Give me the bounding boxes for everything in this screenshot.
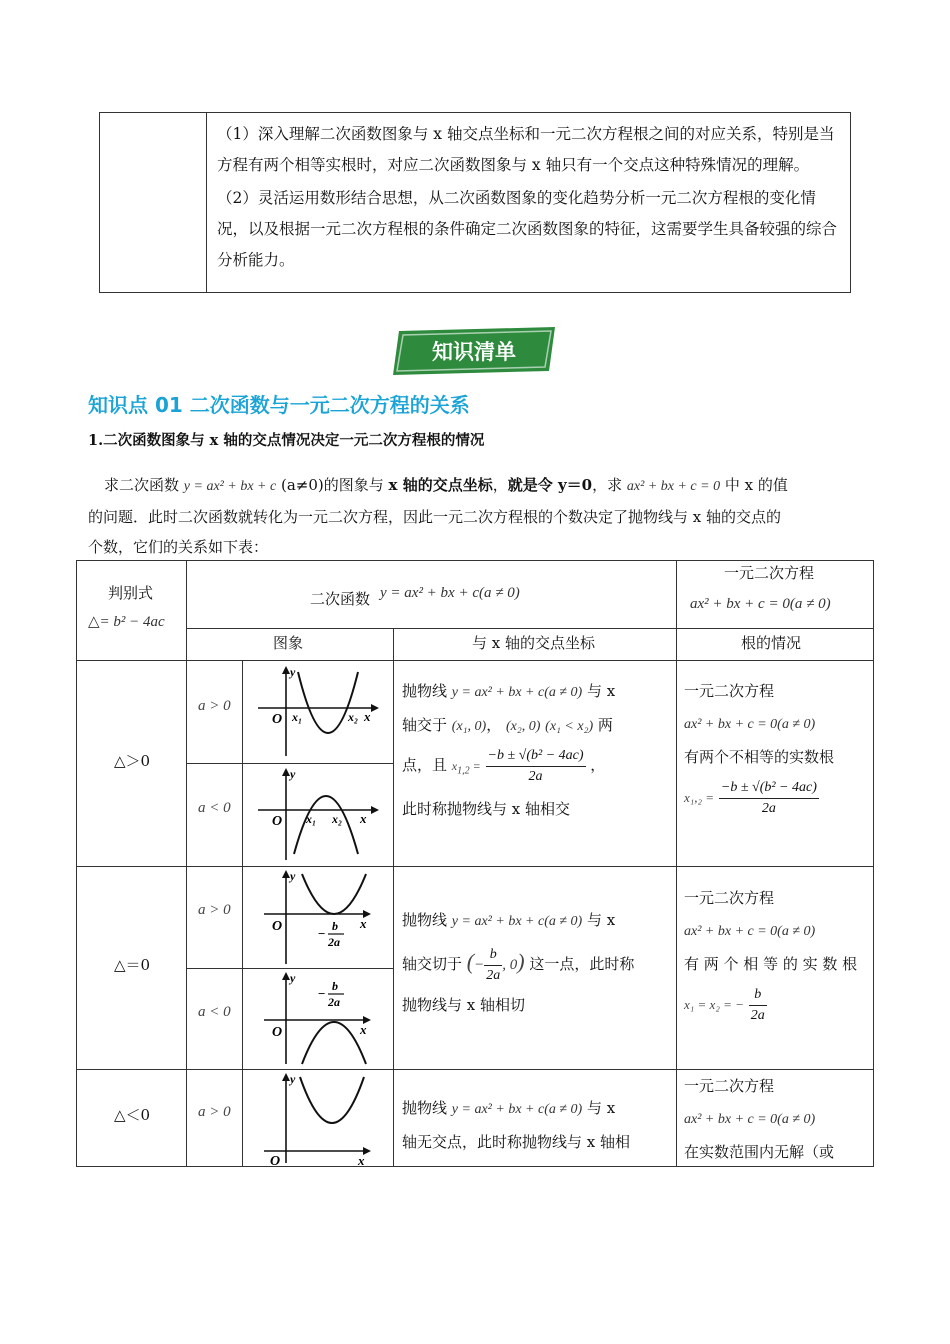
row1-roots (684, 675, 870, 821)
header-func: y = ax² + bx + c(a ≠ 0) (380, 585, 520, 601)
row2-int-func: y = ax² + bx + c(a ≠ 0) (451, 914, 583, 929)
header-discriminant-formula: △= b² − 4ac (88, 614, 165, 630)
row2-cond1: a > 0 (198, 902, 231, 918)
graph-up-two-roots (246, 664, 386, 759)
row3-disc: △＜0 (114, 1106, 151, 1124)
graph-up-one-root (256, 868, 386, 966)
row2-root-formula: x₁ = x₂ = − (684, 997, 744, 1012)
row1-pt2: (x₂, 0) (505, 719, 541, 734)
row3-root-desc: 在实数范围内无解（或 (684, 1143, 835, 1161)
row3-cond1: a > 0 (198, 1104, 231, 1120)
graph2-o: O (272, 814, 283, 829)
intro-line-2: 的问题．此时二次函数就转化为一元二次方程，因此一元二次方程根的个数决定了抛物线与 x 轴的交点的 (88, 508, 782, 526)
row3-int-b: 与 x (586, 1099, 616, 1117)
intro-text-c: ， (492, 476, 508, 494)
graph3-b: b (332, 919, 338, 933)
row2-int-d: 这一点，此时称 (529, 955, 635, 973)
row3-int-a: 抛物线 (402, 1099, 448, 1117)
header-discriminant: 判别式 (108, 584, 154, 602)
graph3-minus: − (318, 926, 326, 941)
row1-root-lhs: x₁,₂ = (684, 790, 715, 805)
graph1-y: y (290, 665, 296, 679)
table-divider (206, 113, 207, 292)
row2-int-b: 与 x (586, 911, 616, 929)
intro-line-3: 个数，它们的关系如下表： (88, 538, 269, 556)
row1-int-c: 轴交于 (402, 716, 448, 734)
graph5-o: O (270, 1154, 281, 1165)
row2-roots (684, 882, 870, 1028)
objectives-cell (217, 119, 840, 276)
graph-up-no-root (256, 1071, 386, 1165)
row1-int-b: 与 x (586, 682, 616, 700)
row2-cond2: a < 0 (198, 1004, 231, 1020)
row1-cond1: a > 0 (198, 698, 231, 714)
row3-int-func: y = ax² + bx + c(a ≠ 0) (451, 1102, 583, 1117)
row2-int-e: 抛物线与 x 轴相切 (402, 996, 525, 1014)
row1-intersect: 抛物线 y = ax² + bx + c(a ≠ 0) 与 x 轴交于 (x₁, 0)， (x₂, 0) (x₁ < x₂) 两 点，且 $x_{1,2}$ = $\frac{\text{−b ± √(b² − 4ac)}}{2a}$ ， 此时称抛物线与 x 轴相交 (402, 675, 670, 826)
row1-int-d: 两 (597, 716, 613, 734)
graph4-o: O (272, 1025, 283, 1040)
graph-down-two-roots (246, 766, 386, 863)
row2-intersect: 抛物线 y = ax² + bx + c(a ≠ 0) 与 x 轴交切于 (− $\frac{b}{2a}$ , 0) 这一点，此时称 抛物线与 x 轴相切 (402, 904, 670, 1022)
row3-root-eq: ax² + bx + c = 0(a ≠ 0) (684, 1112, 816, 1127)
row2-vertex-frac: $\frac{b}{2a}$ (486, 946, 501, 983)
objective-point-1: （1）深入理解二次函数图象与 x 轴交点坐标和一元二次方程根之间的对应关系，特别是当方程有两个相等实根时，对应二次函数图象与 x 轴只有一个交点这种特殊情况的理解。 (217, 125, 835, 174)
intro-paragraph (88, 470, 863, 562)
graph5-x: x (358, 1153, 365, 1165)
graph3-y: y (290, 869, 296, 883)
graph5-y: y (290, 1072, 296, 1086)
graph4-2a: 2a (328, 995, 340, 1009)
row1-pt1: (x₁, 0) (451, 719, 487, 734)
graph2-x: x (360, 811, 367, 826)
row1-int-formula: $\frac{\text{−b ± √(b² − 4ac)}}{2a}$ (487, 747, 584, 784)
intro-text-b: (a≠0)的图象与 (280, 476, 384, 494)
row2-int-a: 抛物线 (402, 911, 448, 929)
graph1-x2: x₂ (348, 710, 359, 724)
intro-func: y = ax² + bx + c (183, 479, 277, 494)
header-intersect: 与 x 轴的交点坐标 (472, 634, 595, 652)
header-eq: ax² + bx + c = 0(a ≠ 0) (690, 596, 831, 612)
objective-point-2: （2）灵活运用数形结合思想，从二次函数图象的变化趋势分析一元二次方程根的变化情况，以及根据一元二次方程根的条件确定二次函数图象的特征，这需要学生具备较强的综合分析能力。 (217, 189, 838, 269)
row3-intersect (402, 1092, 670, 1159)
objectives-table (99, 112, 851, 293)
intro-bold-1: x 轴的交点坐标 (388, 476, 493, 494)
graph3-x: x (360, 916, 367, 931)
intro-text-e: 中 x 的值 (724, 476, 788, 494)
row1-int-e: 点，且 (402, 756, 448, 774)
graph3-o: O (272, 919, 283, 934)
graph2-x2: x₂ (332, 812, 343, 826)
row2-root-eq: ax² + bx + c = 0(a ≠ 0) (684, 924, 816, 939)
knowledge-point-title: 知识点 01 二次函数与一元二次方程的关系 (88, 393, 470, 417)
row2-disc: △＝0 (114, 956, 151, 974)
header-eq-label: 一元二次方程 (724, 564, 815, 582)
row1-cond2: a < 0 (198, 800, 231, 816)
row2-int-c: 轴交切于 (402, 955, 463, 973)
graph4-x: x (360, 1022, 367, 1037)
graph1-x1: x₁ (292, 710, 303, 724)
row1-int-func: y = ax² + bx + c(a ≠ 0) (451, 685, 583, 700)
row1-pt-cond: (x₁ < x₂) (545, 719, 594, 734)
row1-root-label: 一元二次方程 (684, 682, 775, 700)
row3-roots (684, 1070, 870, 1169)
row2-root-frac: $\frac{b}{2a}$ (750, 986, 765, 1023)
graph3-2a: 2a (328, 935, 340, 949)
knowledge-list-banner (393, 327, 555, 375)
relation-table (76, 560, 874, 1167)
row1-int-f: 此时称抛物线与 x 轴相交 (402, 800, 570, 819)
graph4-minus: − (318, 986, 326, 1001)
row3-int-c: 轴无交点，此时称抛物线与 x 轴相 (402, 1133, 630, 1151)
row1-disc: △＞0 (114, 752, 151, 770)
intro-eq: ax² + bx + c = 0 (626, 479, 721, 494)
row2-root-desc: 有 两 个 相 等 的 实 数 根 (684, 955, 858, 973)
row2-root-label: 一元二次方程 (684, 889, 775, 907)
intro-text-d: ，求 (592, 476, 623, 494)
intro-bold-2: 就是令 y＝0 (507, 476, 593, 494)
graph2-x1: x₁ (306, 812, 317, 826)
row1-root-eq: ax² + bx + c = 0(a ≠ 0) (684, 717, 816, 732)
header-func-prefix: 二次函数 (310, 590, 371, 608)
row3-root-label: 一元二次方程 (684, 1077, 775, 1095)
row1-root-desc: 有两个不相等的实数根 (684, 748, 835, 766)
graph1-o: O (272, 712, 283, 727)
row1-int-a: 抛物线 (402, 682, 448, 700)
header-graph: 图象 (273, 634, 304, 652)
graph2-y: y (290, 767, 296, 781)
graph4-y: y (290, 971, 296, 985)
row1-root-formula: $\frac{\text{−b ± √(b² − 4ac)}}{2a}$ (720, 779, 817, 816)
section-title: 1.二次函数图象与 x 轴的交点情况决定一元二次方程根的情况 (88, 432, 485, 449)
graph-down-one-root (256, 970, 386, 1066)
header-roots: 根的情况 (741, 634, 802, 652)
graph4-b: b (332, 979, 338, 993)
graph1-x: x (364, 709, 371, 724)
banner-label: 知识清单 (432, 340, 516, 364)
intro-text-a: 求二次函数 (104, 476, 180, 494)
